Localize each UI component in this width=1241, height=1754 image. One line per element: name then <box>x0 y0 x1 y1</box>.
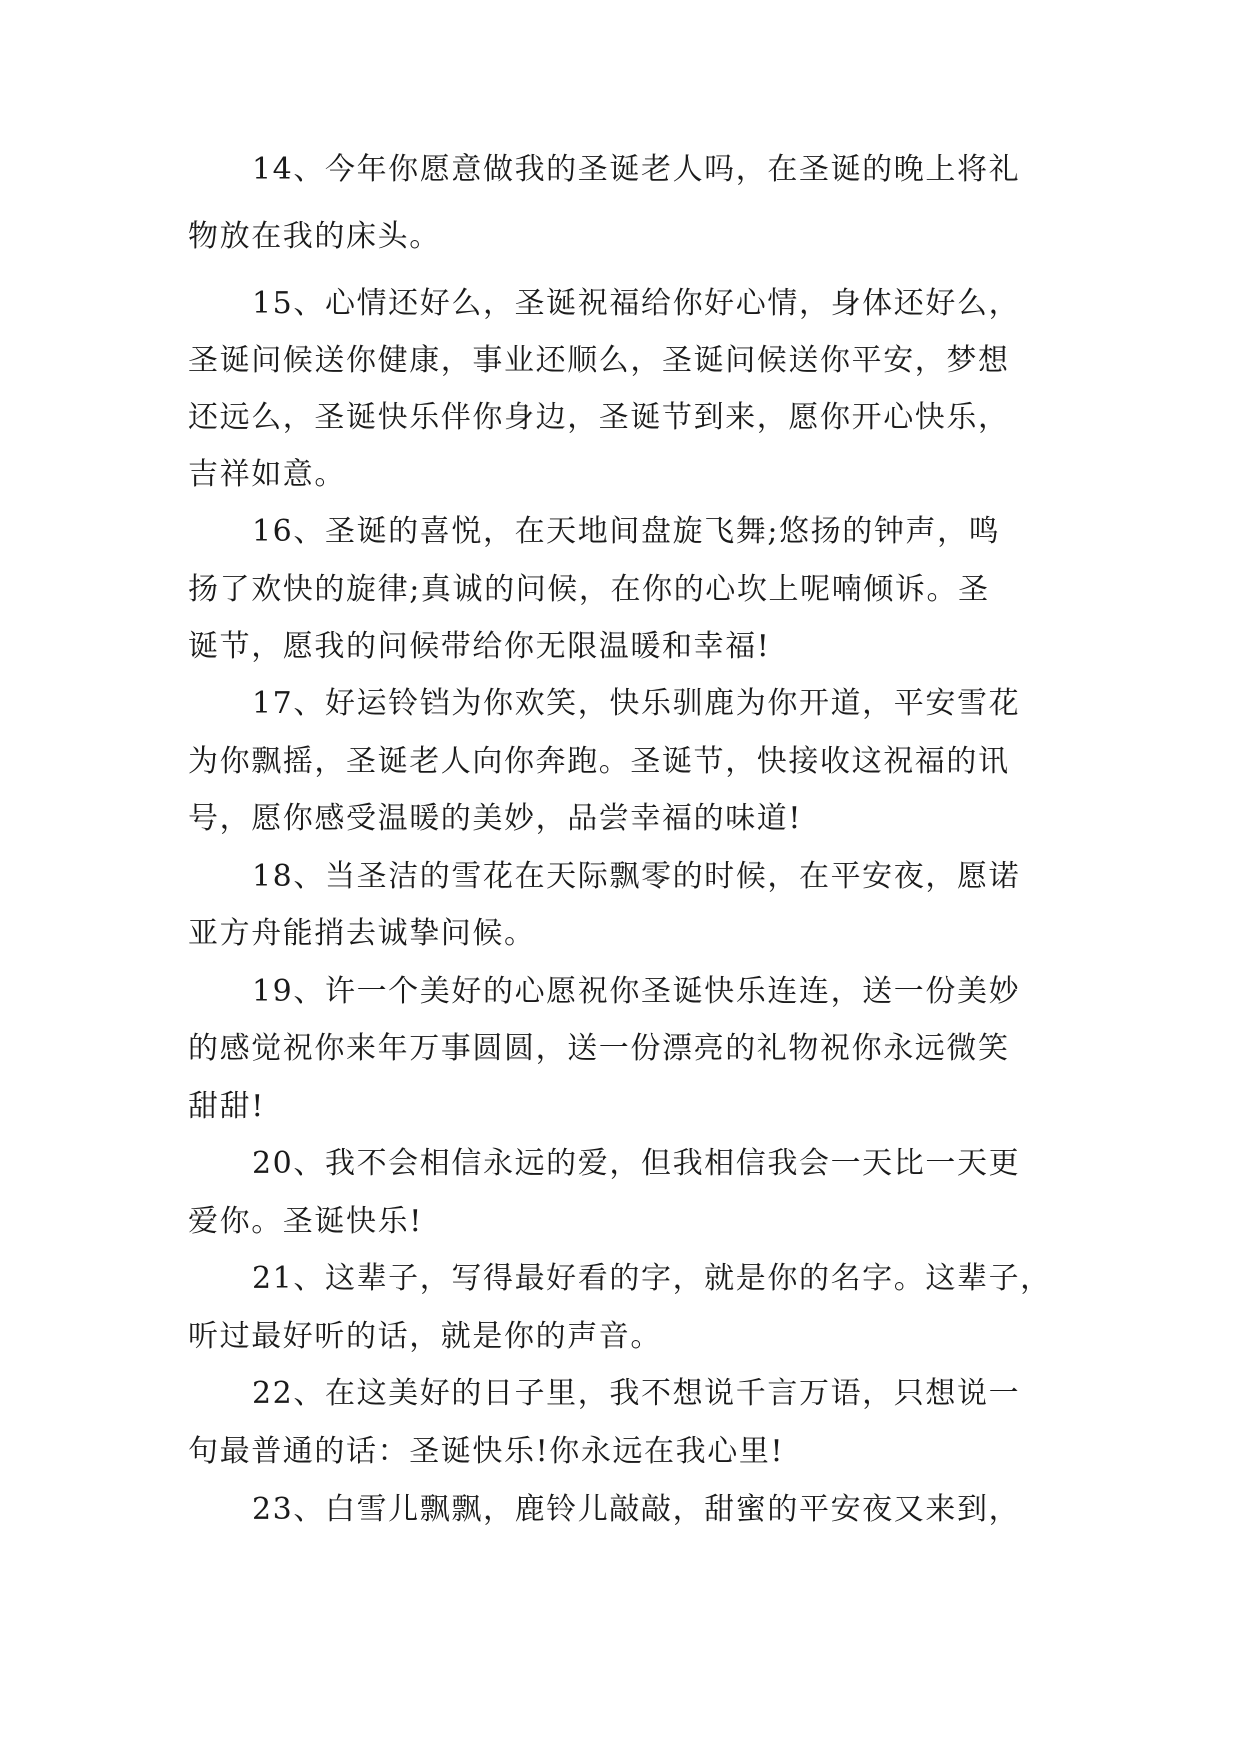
text-line: 亚方舟能捎去诚挚问候。 <box>188 916 536 951</box>
text-line: 23、白雪儿飘飘，鹿铃儿敲敲，甜蜜的平安夜又来到， <box>252 1492 1021 1527</box>
text-line: 还远么，圣诞快乐伴你身边，圣诞节到来，愿你开心快乐， <box>188 400 1010 435</box>
text-line: 17、好运铃铛为你欢笑，快乐驯鹿为你开道，平安雪花 <box>252 686 1021 721</box>
text-line: 爱你。圣诞快乐! <box>188 1204 423 1239</box>
text-line: 诞节，愿我的问候带给你无限温暖和幸福! <box>188 629 771 664</box>
text-line: 圣诞问候送你健康，事业还顺么，圣诞问候送你平安，梦想 <box>188 343 1010 378</box>
text-line: 吉祥如意。 <box>188 457 346 492</box>
text-line: 14、今年你愿意做我的圣诞老人吗，在圣诞的晚上将礼 <box>252 152 1021 187</box>
text-line: 物放在我的床头。 <box>188 219 441 254</box>
text-line: 18、当圣洁的雪花在天际飘零的时候，在平安夜，愿诺 <box>252 859 1021 894</box>
text-line: 句最普通的话：圣诞快乐!你永远在我心里! <box>188 1434 785 1469</box>
text-line: 扬了欢快的旋律;真诚的问候，在你的心坎上呢喃倾诉。圣 <box>188 572 990 607</box>
text-line: 16、圣诞的喜悦，在天地间盘旋飞舞;悠扬的钟声，鸣 <box>252 514 1001 549</box>
text-line: 听过最好听的话，就是你的声音。 <box>188 1319 662 1354</box>
text-line: 15、心情还好么，圣诞祝福给你好心情，身体还好么， <box>252 286 1021 321</box>
text-line: 甜甜! <box>188 1089 265 1124</box>
text-line: 22、在这美好的日子里，我不想说千言万语，只想说一 <box>252 1376 1021 1411</box>
text-line: 19、许一个美好的心愿祝你圣诞快乐连连，送一份美妙 <box>252 974 1021 1009</box>
text-line: 号，愿你感受温暖的美妙，品尝幸福的味道! <box>188 801 803 836</box>
text-line: 21、这辈子，写得最好看的字，就是你的名字。这辈子， <box>252 1261 1052 1296</box>
text-line: 的感觉祝你来年万事圆圆，送一份漂亮的礼物祝你永远微笑 <box>188 1031 1010 1066</box>
text-line: 20、我不会相信永远的爱，但我相信我会一天比一天更 <box>252 1146 1021 1181</box>
text-line: 为你飘摇，圣诞老人向你奔跑。圣诞节，快接收这祝福的讯 <box>188 744 1010 779</box>
